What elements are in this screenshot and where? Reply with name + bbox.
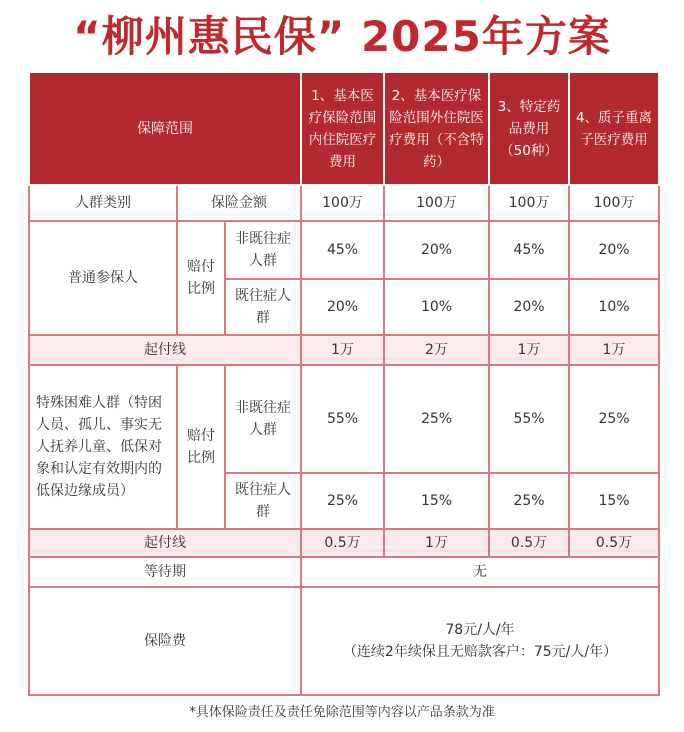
ratio-cell: 10% bbox=[569, 279, 659, 335]
header-row bbox=[29, 72, 659, 185]
deductible-cell: 2万 bbox=[384, 335, 489, 365]
ratio-cell: 25% bbox=[569, 365, 659, 473]
page-title: “柳州惠民保” 2025年方案 bbox=[73, 12, 611, 61]
regular-group-label: 普通参保人 bbox=[29, 221, 177, 335]
ratio-cell: 55% bbox=[301, 365, 384, 473]
ratio-cell: 45% bbox=[301, 221, 384, 279]
regular-deductible-label: 起付线 bbox=[29, 335, 301, 365]
deductible-cell: 1万 bbox=[569, 335, 659, 365]
header-col-inpatient-out: 2、基本医疗保险范围外住院医疗费用（不含特药） bbox=[384, 72, 489, 185]
regular-ratio-label: 赔付比例 bbox=[177, 221, 225, 335]
ratio-cell: 45% bbox=[489, 221, 569, 279]
premium-value-cell bbox=[301, 587, 659, 695]
ratio-cell: 25% bbox=[489, 473, 569, 529]
header-col-special-drugs: 3、特定药品费用（50种） bbox=[489, 72, 569, 185]
header-scope: 保障范围 bbox=[29, 72, 301, 185]
ratio-cell: 25% bbox=[301, 473, 384, 529]
premium-row bbox=[29, 587, 659, 695]
premium-renewal-note: （连续2年续保且无赔款客户：75元/人/年） bbox=[342, 644, 618, 660]
ratio-cell: 15% bbox=[569, 473, 659, 529]
waiting-value: 无 bbox=[301, 557, 659, 587]
deductible-cell: 1万 bbox=[384, 529, 489, 557]
special-non-preexisting-row bbox=[29, 365, 659, 473]
amount-cell: 100万 bbox=[301, 185, 384, 221]
amount-cell: 100万 bbox=[569, 185, 659, 221]
regular-non-preexisting-label: 非既往症人群 bbox=[225, 221, 301, 279]
special-ratio-label: 赔付比例 bbox=[177, 365, 225, 529]
ratio-cell: 20% bbox=[301, 279, 384, 335]
ratio-cell: 55% bbox=[489, 365, 569, 473]
waiting-row bbox=[29, 557, 659, 587]
footnote: *具体保险责任及责任免除范围等内容以产品条款为准 bbox=[189, 705, 495, 720]
coverage-row bbox=[29, 185, 659, 221]
amount-cell: 100万 bbox=[489, 185, 569, 221]
header-col-inpatient-in: 1、基本医疗保险范围内住院医疗费用 bbox=[301, 72, 384, 185]
premium-label: 保险费 bbox=[29, 587, 301, 695]
regular-non-preexisting-row bbox=[29, 221, 659, 279]
ratio-cell: 20% bbox=[489, 279, 569, 335]
regular-preexisting-label: 既往症人群 bbox=[225, 279, 301, 335]
ratio-cell: 20% bbox=[384, 221, 489, 279]
amount-label: 保险金额 bbox=[177, 185, 301, 221]
special-group-label: 特殊困难人群（特困人员、孤儿、事实无人抚养儿童、低保对象和认定有效期内的低保边缘成员） bbox=[29, 365, 177, 529]
deductible-cell: 1万 bbox=[301, 335, 384, 365]
header-col-proton: 4、质子重离子医疗费用 bbox=[569, 72, 659, 185]
amount-cell: 100万 bbox=[384, 185, 489, 221]
deductible-cell: 0.5万 bbox=[569, 529, 659, 557]
category-label: 人群类别 bbox=[29, 185, 177, 221]
deductible-cell: 1万 bbox=[489, 335, 569, 365]
ratio-cell: 20% bbox=[569, 221, 659, 279]
special-preexisting-label: 既往症人群 bbox=[225, 473, 301, 529]
deductible-cell: 0.5万 bbox=[489, 529, 569, 557]
ratio-cell: 10% bbox=[384, 279, 489, 335]
deductible-cell: 0.5万 bbox=[301, 529, 384, 557]
special-deductible-label: 起付线 bbox=[29, 529, 301, 557]
ratio-cell: 15% bbox=[384, 473, 489, 529]
special-non-preexisting-label: 非既往症人群 bbox=[225, 365, 301, 473]
ratio-cell: 25% bbox=[384, 365, 489, 473]
plan-table bbox=[28, 71, 660, 696]
premium-price: 78元/人/年 bbox=[445, 622, 515, 638]
regular-deductible-row bbox=[29, 335, 659, 365]
waiting-label: 等待期 bbox=[29, 557, 301, 587]
special-deductible-row bbox=[29, 529, 659, 557]
